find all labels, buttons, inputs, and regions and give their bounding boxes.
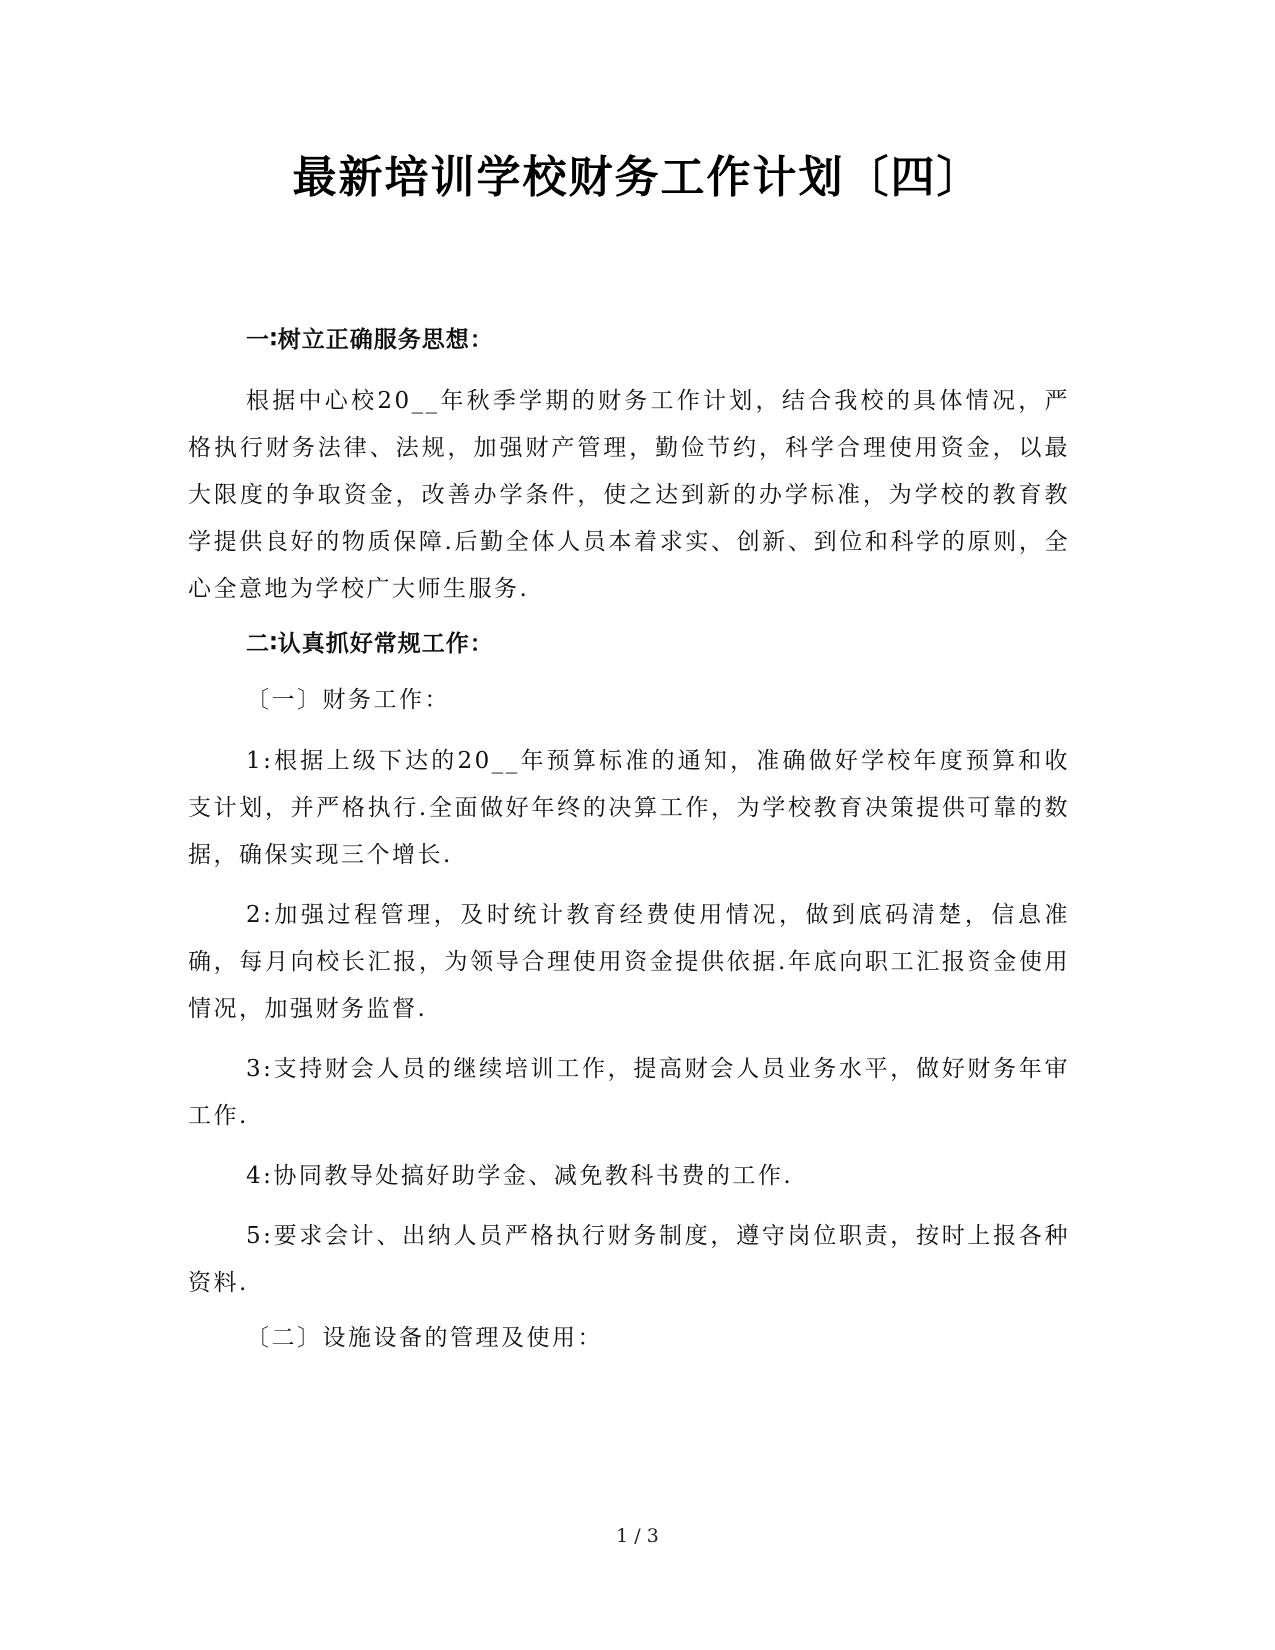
list-item: 5:要求会计、出纳人员严格执行财务制度，遵守岗位职责，按时上报各种资料. [188, 1223, 1070, 1296]
document-body [188, 322, 1070, 1376]
section-heading-2: 二∶认真抓好常规工作： [246, 631, 494, 657]
subsection-heading-finance: 〔一〕财务工作： [246, 687, 450, 713]
document-title: 最新培训学校财务工作计划〔四〕 [292, 152, 983, 203]
list-item: 1:根据上级下达的20__年预算标准的通知，准确做好学校年度预算和收支计划，并严格执行.全面做好年终的决算工作，为学校教育决策提供可靠的数据，确保实现三个增长. [188, 748, 1070, 868]
page-number: 1 / 3 [616, 1525, 659, 1547]
list-item: 4:协同教导处搞好助学金、减免教科书费的工作. [246, 1163, 794, 1189]
list-item: 2:加强过程管理，及时统计教育经费使用情况，做到底码清楚，信息准确，每月向校长汇报，为领导合理使用资金提供依据.年底向职工汇报资金使用情况，加强财务监督. [188, 902, 1070, 1022]
subsection-heading-facilities: 〔二〕设施设备的管理及使用： [246, 1325, 603, 1351]
section-heading-1: 一∶树立正确服务思想： [246, 327, 494, 353]
list-item: 3:支持财会人员的继续培训工作，提高财会人员业务水平，做好财务年审工作. [188, 1056, 1070, 1129]
section-1-paragraph: 根据中心校20__年秋季学期的财务工作计划，结合我校的具体情况，严格执行财务法律、法规，加强财产管理，勤俭节约，科学合理使用资金，以最大限度的争取资金，改善办学条件，使之达到新的办学标准，为学校的教育教学提供良好的物质保障.后勤全体人员本着求实、创新、到位和科学的原则，全心全意地为学校广大师生服务. [188, 388, 1070, 602]
